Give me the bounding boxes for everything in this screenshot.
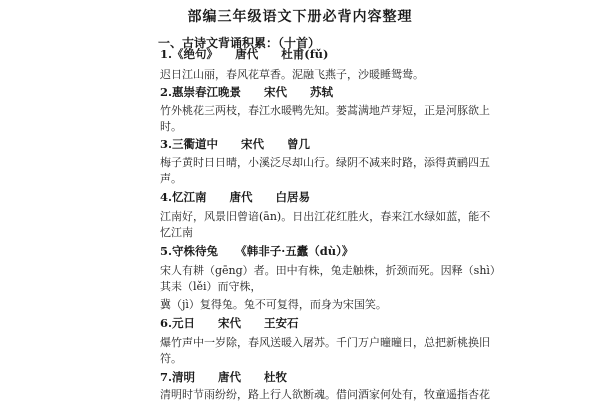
poem-heading: 5.守株待兔 《韩非子·五蠹（dù）》 (160, 244, 354, 258)
poem-line: 忆江南 (160, 226, 193, 239)
section-heading: 一、古诗文背诵积累：（十首） (158, 36, 321, 50)
poem-line: 符。 (160, 352, 182, 365)
poem-line: 其耒（lěi）而守株， (160, 280, 262, 293)
poem-heading: 4.忆江南 唐代 白居易 (160, 190, 311, 204)
poem-line: 时。 (160, 120, 182, 133)
poem-line: 冀（jì）复得兔。兔不可复得，而身为宋国笑。 (160, 298, 387, 311)
poem-line: 爆竹声中一岁除，春风送暖入屠苏。千门万户曈曈日，总把新桃换旧 (160, 336, 490, 349)
poem-line: 清明时节雨纷纷，路上行人欲断魂。借问酒家何处有，牧童遥指杏花 (160, 388, 490, 401)
poem-line: 梅子黄时日日晴，小溪泛尽却山行。绿阴不减来时路，添得黄鹂四五 (160, 156, 490, 169)
poem-heading: 7.清明 唐代 杜牧 (160, 370, 288, 384)
poem-line: 迟日江山丽，春风花草香。泥融飞燕子，沙暖睡鸳鸯。 (160, 68, 424, 81)
poem-heading: 1.《绝句》 唐代 杜甫(fǔ) (160, 47, 329, 61)
poem-line: 声。 (160, 172, 182, 185)
poem-heading: 6.元日 宋代 王安石 (160, 316, 299, 330)
poem-line: 江南好，风景旧曾谙(ān)。日出江花红胜火，春来江水绿如蓝，能不 (160, 210, 491, 223)
poem-heading: 3.三衢道中 宋代 曾几 (160, 137, 311, 151)
poem-line: 竹外桃花三两枝，春江水暖鸭先知。蒌蒿满地芦芽短，正是河豚欲上 (160, 104, 490, 117)
page-title: 部编三年级语文下册必背内容整理 (187, 9, 413, 25)
poem-line: 宋人有耕（gēng）者。田中有株，兔走触株，折颈而死。因释（shì） (160, 264, 501, 277)
poem-heading: 2.惠崇春江晚景 宋代 苏轼 (160, 85, 334, 99)
